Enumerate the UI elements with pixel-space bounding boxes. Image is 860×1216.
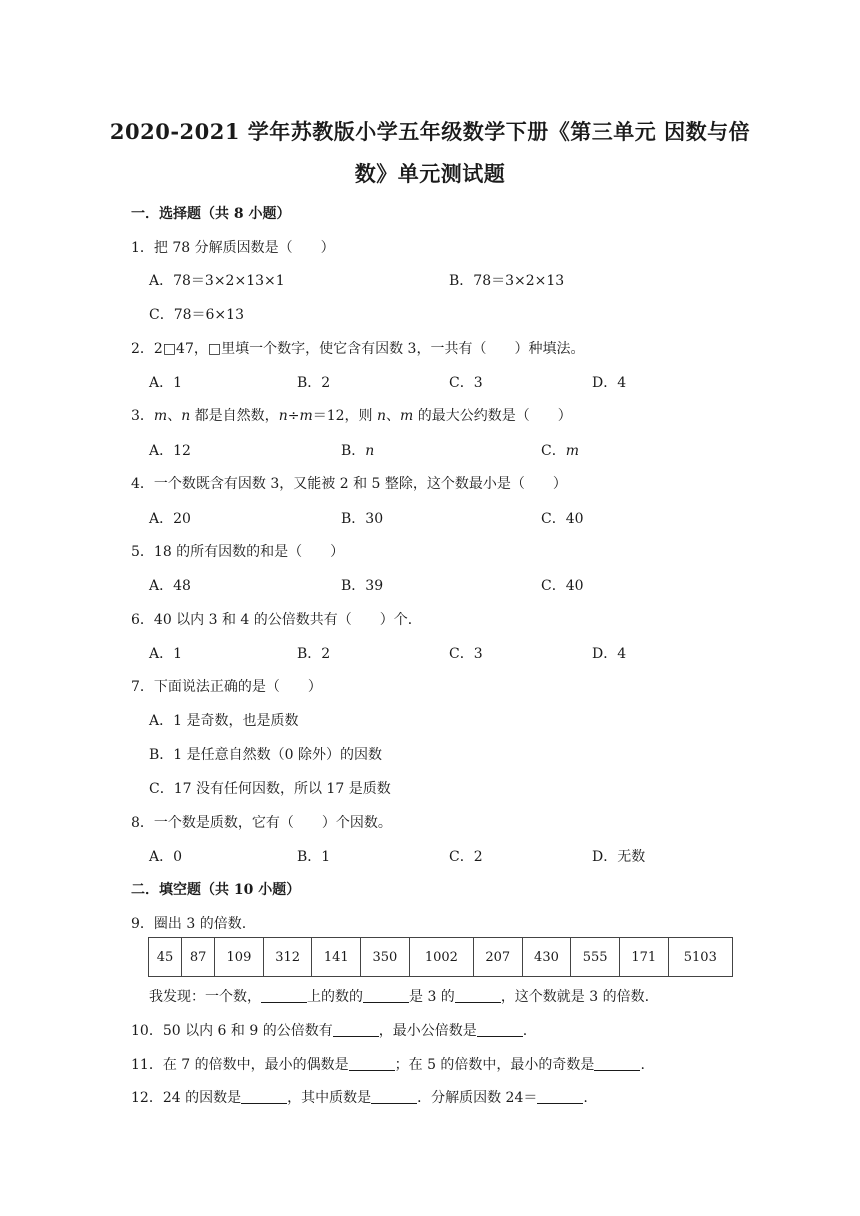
variable-m: m xyxy=(400,408,414,424)
text-segment: ，这个数就是 3 的倍数. xyxy=(500,989,650,1005)
text-segment: 我发现：一个数， xyxy=(149,989,261,1005)
variable-m: m xyxy=(299,408,313,424)
question-6-option-c: C．3 xyxy=(449,646,483,662)
question-3-option-a: A．12 xyxy=(149,443,191,459)
variable-m: m xyxy=(153,408,168,424)
question-6-stem: 6．40 以内 3 和 4 的公倍数共有（ ）个． xyxy=(131,612,422,628)
question-7-option-b: B．1 是任意自然数（0 除外）的因数 xyxy=(149,747,383,763)
question-3-option-c xyxy=(541,440,579,460)
answer-blank[interactable] xyxy=(537,1089,583,1104)
question-1-option-b: B．78＝3×2×13 xyxy=(449,273,565,289)
numbers-table xyxy=(148,937,733,977)
text-segment: ．分解质因数 24＝ xyxy=(417,1090,538,1106)
question-6-option-a: A．1 xyxy=(149,646,183,662)
question-4-stem: 4．一个数既含有因数 3，又能被 2 和 5 整除，这个数最小是（ ） xyxy=(131,476,567,492)
text-segment: 是 3 的 xyxy=(409,989,455,1005)
variable-n: n xyxy=(181,408,191,424)
question-8-stem: 8．一个数是质数，它有（ ）个因数。 xyxy=(131,815,392,831)
page-title-line-2: 数》单元测试题 xyxy=(354,161,506,186)
question-11 xyxy=(131,1054,645,1074)
table-row xyxy=(149,938,733,977)
number-cell[interactable]: 45 xyxy=(149,938,182,977)
number-cell[interactable]: 109 xyxy=(215,938,264,977)
question-9-stem: 9．圈出 3 的倍数. xyxy=(131,916,247,932)
section-heading-choice: 一．选择题（共 8 小题） xyxy=(131,206,291,222)
section-heading-fill-in: 二．填空题（共 10 小题） xyxy=(131,882,301,898)
variable-n: n xyxy=(278,408,288,424)
number-cell[interactable]: 5103 xyxy=(668,938,732,977)
variable-n: n xyxy=(377,408,387,424)
question-3-option-b xyxy=(341,440,374,460)
number-cell[interactable]: 171 xyxy=(619,938,668,977)
question-8-option-b: B．1 xyxy=(297,849,331,865)
question-5-option-b: B．39 xyxy=(341,578,384,594)
number-cell[interactable]: 350 xyxy=(361,938,410,977)
text-segment: 上的数的 xyxy=(307,989,363,1005)
stem-part: 、 xyxy=(386,408,401,424)
question-5-option-c: C．40 xyxy=(541,578,584,594)
text-segment: ，最小公倍数是 xyxy=(378,1023,477,1039)
question-12 xyxy=(131,1087,588,1107)
answer-blank[interactable] xyxy=(363,988,409,1003)
stem-part: ＝12，则 xyxy=(312,408,377,424)
question-1-stem: 1．把 78 分解质因数是（ ） xyxy=(131,240,335,256)
question-8-option-d: D．无数 xyxy=(592,849,646,865)
option-label: B． xyxy=(341,443,366,459)
question-4-option-c: C．40 xyxy=(541,511,584,527)
question-5-stem: 5．18 的所有因数的和是（ ） xyxy=(131,544,345,560)
number-cell[interactable]: 207 xyxy=(473,938,522,977)
question-7-option-a: A．1 是奇数，也是质数 xyxy=(149,713,299,729)
stem-part: 3． xyxy=(131,408,154,424)
option-label: C． xyxy=(541,443,566,459)
text-segment: ；在 5 的倍数中，最小的奇数是 xyxy=(394,1057,595,1073)
stem-part: 的最大公约数是（ ） xyxy=(413,408,572,424)
question-1-option-c: C．78＝6×13 xyxy=(149,307,244,323)
text-segment: . xyxy=(522,1023,528,1039)
question-2-stem: 2．2□47，□里填一个数字，使它含有因数 3，一共有（ ）种填法。 xyxy=(131,341,585,357)
answer-blank[interactable] xyxy=(241,1089,287,1104)
answer-blank[interactable] xyxy=(594,1056,640,1071)
number-cell[interactable]: 1002 xyxy=(409,938,473,977)
question-2-option-a: A．1 xyxy=(149,375,183,391)
question-2-option-c: C．3 xyxy=(449,375,483,391)
answer-blank[interactable] xyxy=(477,1022,523,1037)
question-3-stem xyxy=(131,405,572,425)
text-segment: . xyxy=(583,1090,588,1106)
question-6-option-d: D．4 xyxy=(592,646,627,662)
question-9-finding xyxy=(149,986,649,1006)
variable-n: n xyxy=(365,443,375,459)
question-4-option-a: A．20 xyxy=(149,511,191,527)
answer-blank[interactable] xyxy=(371,1089,417,1104)
page-title-line-1: 2020-2021 学年苏教版小学五年级数学下册《第三单元 因数与倍 xyxy=(109,119,751,144)
number-cell[interactable]: 87 xyxy=(182,938,215,977)
number-cell[interactable]: 555 xyxy=(571,938,620,977)
question-5-option-a: A．48 xyxy=(149,578,191,594)
question-10 xyxy=(131,1020,527,1040)
answer-blank[interactable] xyxy=(261,988,307,1003)
answer-blank[interactable] xyxy=(349,1056,395,1071)
text-segment: 10．50 以内 6 和 9 的公倍数有 xyxy=(131,1023,333,1039)
question-8-option-a: A．0 xyxy=(149,849,183,865)
stem-part: 都是自然数， xyxy=(190,408,279,424)
variable-m: m xyxy=(565,443,579,459)
stem-part: ÷ xyxy=(287,408,300,424)
text-segment: ，其中质数是 xyxy=(287,1090,372,1106)
question-6-option-b: B．2 xyxy=(297,646,331,662)
question-7-stem: 7．下面说法正确的是（ ） xyxy=(131,679,322,695)
question-1-option-a: A．78＝3×2×13×1 xyxy=(149,273,285,289)
question-8-option-c: C．2 xyxy=(449,849,483,865)
stem-part: 、 xyxy=(167,408,182,424)
answer-blank[interactable] xyxy=(333,1022,379,1037)
number-cell[interactable]: 141 xyxy=(312,938,361,977)
text-segment: . xyxy=(640,1057,645,1073)
answer-blank[interactable] xyxy=(455,988,501,1003)
question-2-option-b: B．2 xyxy=(297,375,331,391)
number-cell[interactable]: 312 xyxy=(263,938,312,977)
number-cell[interactable]: 430 xyxy=(522,938,571,977)
question-4-option-b: B．30 xyxy=(341,511,384,527)
text-segment: 12．24 的因数是 xyxy=(131,1090,242,1106)
question-2-option-d: D．4 xyxy=(592,375,627,391)
text-segment: 11．在 7 的倍数中，最小的偶数是 xyxy=(131,1057,349,1073)
question-7-option-c: C．17 没有任何因数，所以 17 是质数 xyxy=(149,781,391,797)
